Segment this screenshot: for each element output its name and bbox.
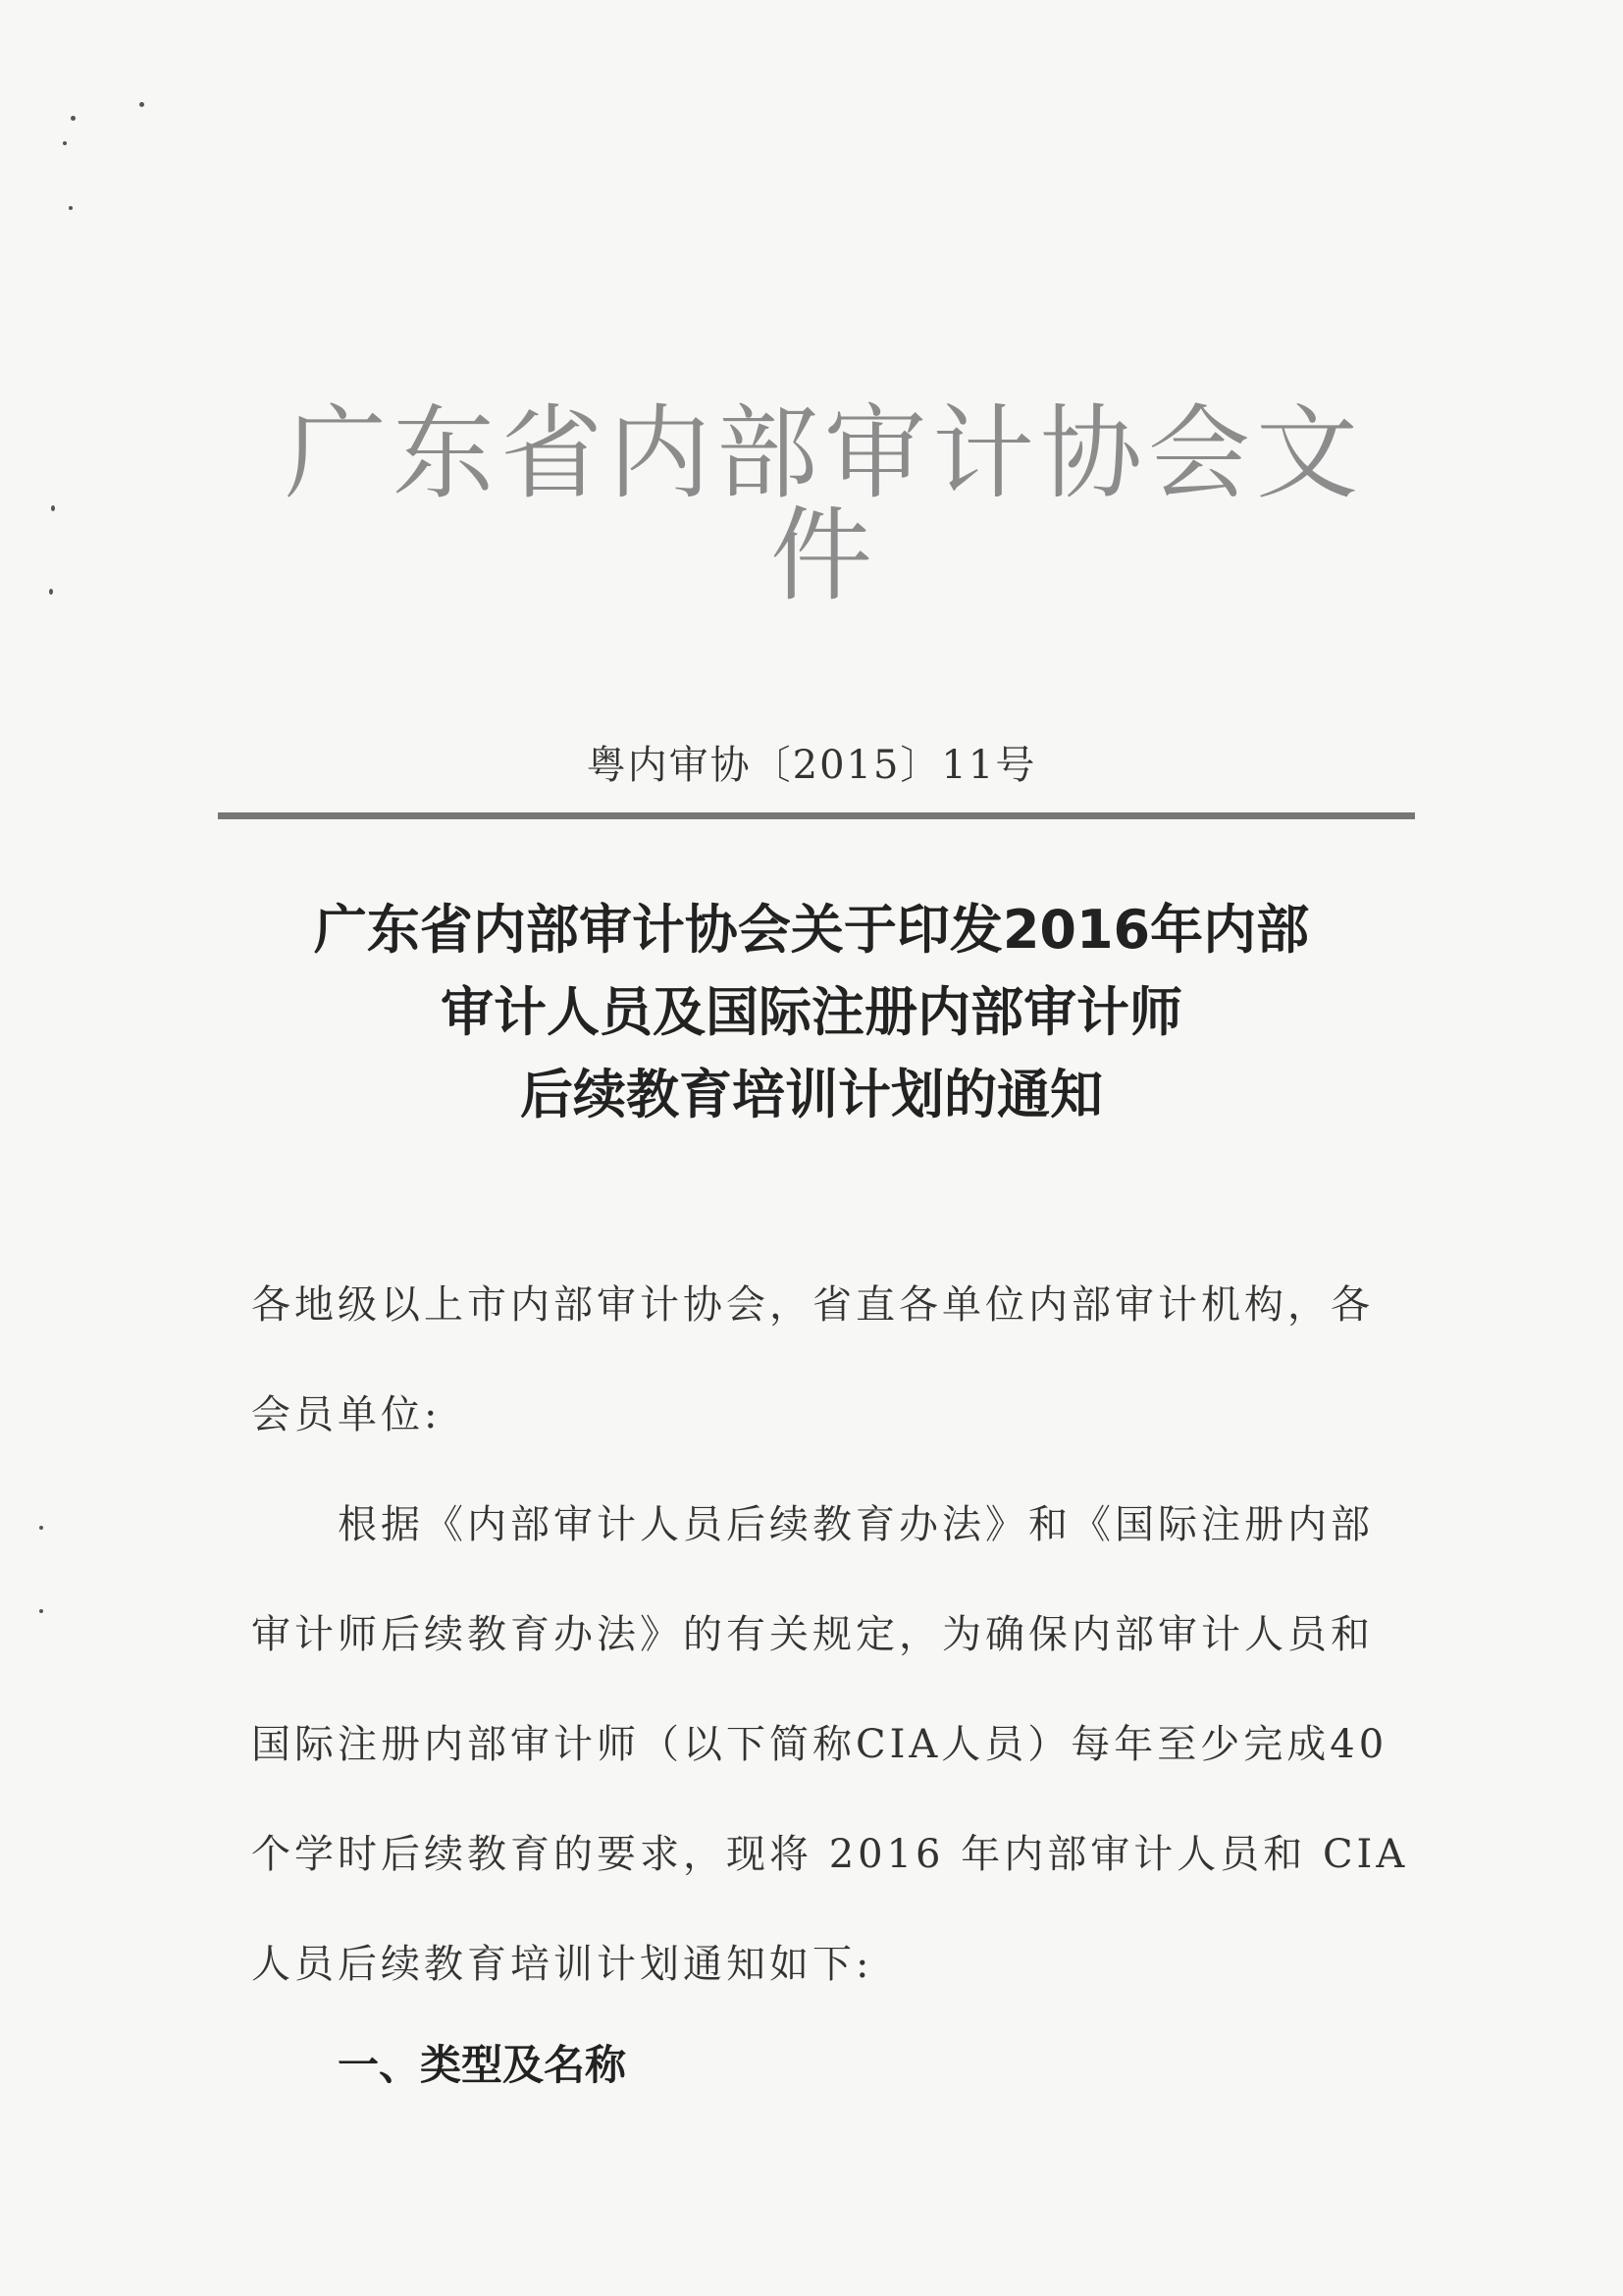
body-line: 会员单位: [251,1392,442,1437]
scan-speck [49,589,53,595]
document-number: 粤内审协〔2015〕11号 [586,743,1037,788]
body-line: 国际注册内部审计师（以下简称CIA人员）每年至少完成40 [251,1722,1388,1767]
scan-speck [39,1609,43,1613]
scan-speck [71,116,76,121]
body-line: 审计师后续教育办法》的有关规定，为确保内部审计人员和 [251,1612,1374,1657]
notice-title-line: 后续教育培训计划的通知 [520,1064,1103,1125]
body-line: 根据《内部审计人员后续教育办法》和《国际注册内部 [338,1502,1374,1547]
body-line: 各地级以上市内部审计协会，省直各单位内部审计机构，各 [251,1282,1374,1328]
scan-speck [139,102,144,107]
scan-speck [39,1526,43,1530]
header-divider [218,812,1415,819]
notice-title-line: 广东省内部审计协会关于印发2016年内部 [313,899,1310,961]
body-line: 人员后续教育培训计划通知如下: [251,1942,873,1987]
body-line: 个学时后续教育的要求，现将 2016 年内部审计人员和 CIA [251,1832,1409,1877]
notice-title [196,889,1427,1136]
scan-speck [63,141,67,145]
section-heading: 一、类型及名称 [338,2041,627,2089]
scan-speck [51,505,55,511]
scan-speck [69,206,73,210]
notice-title-line: 审计人员及国际注册内部审计师 [441,981,1182,1043]
issuer-title: 广东省内部审计协会文件 [284,393,1364,615]
